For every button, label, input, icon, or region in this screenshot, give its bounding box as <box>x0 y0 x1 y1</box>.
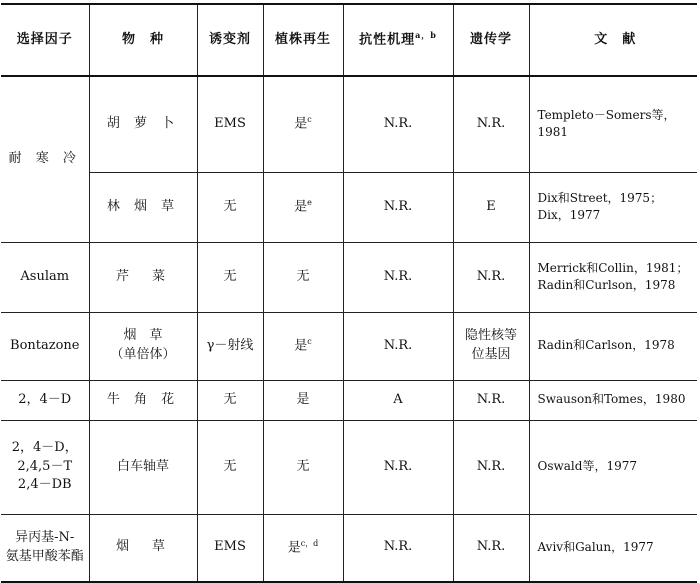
cell-regeneration <box>263 172 343 242</box>
table-row <box>1 76 697 172</box>
factor-line: 异丙基-N- <box>15 529 75 545</box>
cell-factor <box>1 420 89 514</box>
header-resistance-mechanism-text: 抗性机理 <box>359 32 416 48</box>
cell-mutagen: EMS <box>197 514 263 582</box>
cell-mechanism: N.R. <box>343 514 453 582</box>
cell-mutagen: 无 <box>197 380 263 420</box>
cell-species <box>89 172 197 242</box>
factor-line: 2,4,5－T <box>17 458 73 474</box>
cell-regeneration <box>263 514 343 582</box>
header-species: 物 种 <box>89 4 197 76</box>
factor-line: 2,4－DB <box>17 477 72 493</box>
genetics-line: 位基因 <box>471 347 511 362</box>
species-note: （单倍体） <box>110 347 176 362</box>
cell-mutagen: γ－射线 <box>197 312 263 380</box>
cell-genetics: N.R. <box>453 514 529 582</box>
table-header-row <box>1 4 697 76</box>
header-plant-regeneration: 植株再生 <box>263 4 343 76</box>
cell-factor: Bontazone <box>1 312 89 380</box>
regen-text: 是 <box>294 116 308 132</box>
regen-superscript: c <box>307 115 312 125</box>
table-row <box>1 312 697 380</box>
table-row <box>1 420 697 514</box>
factor-line: 氨基甲酸苯酯 <box>5 548 84 564</box>
cell-factor: 2，4－D <box>1 380 89 420</box>
cell-mutagen: 无 <box>197 172 263 242</box>
regen-text: 是 <box>294 338 308 354</box>
cell-mutagen: EMS <box>197 76 263 172</box>
cell-genetics <box>453 312 529 380</box>
table-row <box>1 172 697 242</box>
reference-line: Dix和Street，1975； <box>537 190 663 205</box>
table-row <box>1 514 697 582</box>
species-text: 烟 草 <box>115 539 170 555</box>
cell-mechanism: N.R. <box>343 242 453 312</box>
reference-line: Dix，1977 <box>537 208 601 222</box>
cell-species: 白车轴草 <box>89 420 197 514</box>
herbicide-resistance-table <box>1 3 697 583</box>
species-text: 林 烟 草 <box>106 198 180 214</box>
cell-species <box>89 380 197 420</box>
cell-mechanism: N.R. <box>343 172 453 242</box>
cell-genetics: N.R. <box>453 420 529 514</box>
regen-superscript: c，d <box>300 538 319 548</box>
cell-genetics: N.R. <box>453 242 529 312</box>
factor-line: 2，4－D， <box>11 439 78 455</box>
cell-mutagen: 无 <box>197 242 263 312</box>
cell-mechanism: N.R. <box>343 76 453 172</box>
header-mutagen: 诱变剂 <box>197 4 263 76</box>
header-mechanism-superscript: a，b <box>415 29 437 40</box>
cell-reference: Oswald等，1977 <box>529 420 697 514</box>
species-text: 芹 菜 <box>115 268 170 284</box>
cell-genetics: N.R. <box>453 380 529 420</box>
species-text: 胡 萝 卜 <box>106 115 180 131</box>
cell-genetics: E <box>453 172 529 242</box>
cell-mechanism: N.R. <box>343 312 453 380</box>
species-text: 烟 草 <box>123 328 163 344</box>
cell-regeneration: 无 <box>263 242 343 312</box>
cell-regeneration <box>263 76 343 172</box>
header-resistance-mechanism <box>343 4 453 76</box>
regen-superscript: c <box>307 336 312 346</box>
cell-species <box>89 514 197 582</box>
cell-species <box>89 76 197 172</box>
regen-text: 是 <box>294 199 308 215</box>
cell-regeneration: 无 <box>263 420 343 514</box>
reference-line: Merrick和Collin，1981； <box>537 260 689 275</box>
cell-mechanism: N.R. <box>343 420 453 514</box>
genetics-line: 隐性核等 <box>464 328 517 344</box>
cell-reference: Radin和Carlson，1978 <box>529 312 697 380</box>
factor-text: 耐 寒 冷 <box>8 150 81 166</box>
regen-text: 是 <box>287 539 301 555</box>
cell-reference: Aviv和Galun，1977 <box>529 514 697 582</box>
cell-genetics: N.R. <box>453 76 529 172</box>
cell-regeneration: 是 <box>263 380 343 420</box>
species-text: 牛 角 花 <box>106 391 180 407</box>
cell-reference <box>529 76 697 172</box>
header-genetics: 遗传学 <box>453 4 529 76</box>
cell-regeneration <box>263 312 343 380</box>
header-selection-factor: 选择因子 <box>1 4 89 76</box>
cell-factor: Asulam <box>1 242 89 312</box>
reference-line: Radin和Curlson，1978 <box>537 278 676 292</box>
cell-reference <box>529 172 697 242</box>
reference-line: Templeto－Somers等， <box>537 107 676 122</box>
cell-mutagen: 无 <box>197 420 263 514</box>
table-row <box>1 380 697 420</box>
regen-superscript: e <box>307 197 312 207</box>
table-row <box>1 242 697 312</box>
header-references: 文 献 <box>529 4 697 76</box>
reference-line: 1981 <box>537 125 569 140</box>
cell-reference: Swauson和Tomes，1980 <box>529 380 697 420</box>
cell-species <box>89 242 197 312</box>
cell-factor <box>1 76 89 242</box>
cell-factor <box>1 514 89 582</box>
cell-reference <box>529 242 697 312</box>
cell-species <box>89 312 197 380</box>
cell-mechanism: A <box>343 380 453 420</box>
